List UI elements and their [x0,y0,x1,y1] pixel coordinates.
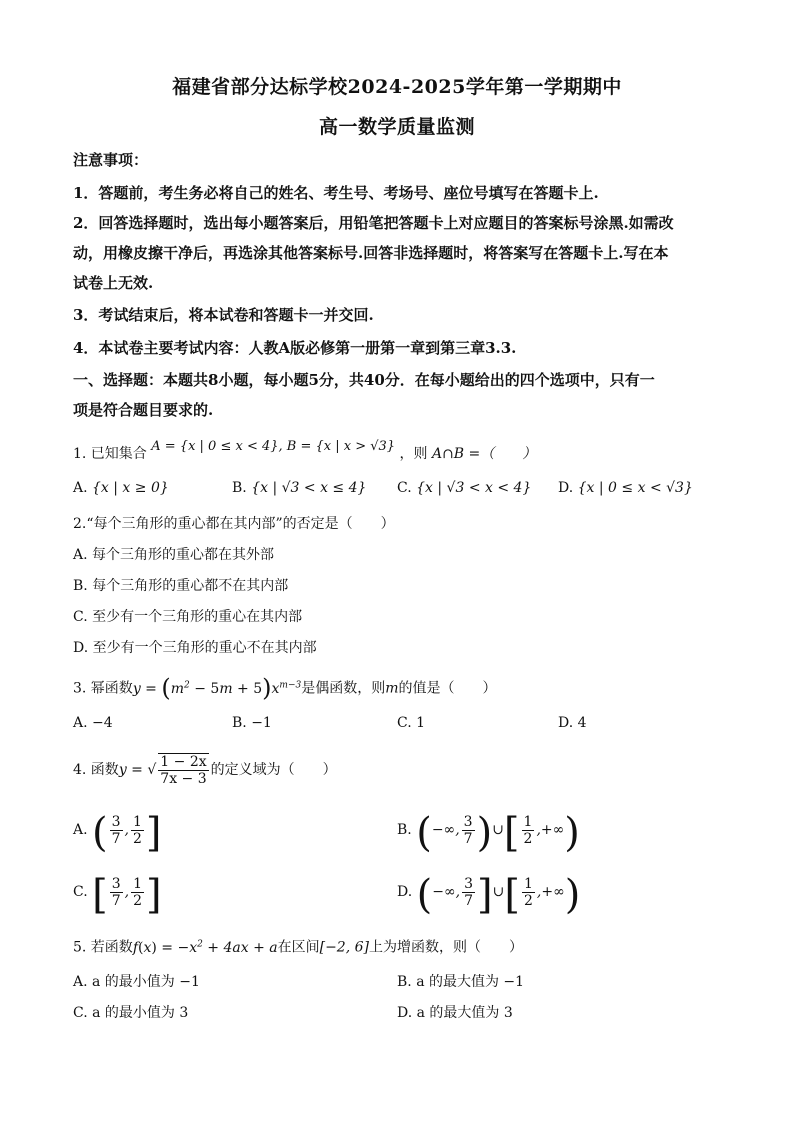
question-3-prefix: 3. 幂函数 [73,680,133,697]
question-4-option-d: D. (−∞, $\frac{3}{7}$ ]∪[ $\frac{1}{2}$ ,+∞) [397,872,581,918]
exam-subtitle: 高一数学质量监测 [318,116,475,138]
question-4-prefix: 4. 函数 [73,762,119,778]
question-1-prefix: 1. 已知集合 [73,446,147,462]
question-1-sets: A = {x | 0 ≤ x < 4}, B = {x | x > √3} [151,439,396,454]
question-4-formula: y = √ $\frac{1 - 2x}{7x - 3}$ [118,754,207,787]
notice-item-1: 1．答题前，考生务必将自己的姓名、考生号、考场号、座位号填写在答题卡上. [73,184,599,202]
question-2-option-d: D. 至少有一个三角形的重心不在其内部 [73,640,317,656]
question-3-ask: 的值是（ ） [398,680,497,697]
section-heading-line-1: 一、选择题：本题共8小题，每小题5分，共40分．在每小题给出的四个选项中，只有一 [73,371,655,389]
question-5-interval: [−2, 6] [319,939,369,956]
question-1-option-b: B. {x | √3 < x ≤ 4} [232,480,367,496]
question-5-option-a: A. a 的最小值为 −1 [73,974,200,990]
notice-item-2-line-3: 试卷上无效. [73,274,154,292]
question-3-formula: $y = (m^2 - 5m + 5)x^{m-3}$ [132,673,302,702]
question-1-option-a: A. {x | x ≥ 0} [73,480,169,496]
question-3-option-d: D. 4 [558,715,587,731]
question-3-option-c: C. 1 [397,715,426,731]
question-5-option-c: C. a 的最小值为 3 [73,1005,189,1021]
question-5-option-b: B. a 的最大值为 −1 [397,974,525,990]
question-2-option-c: C. 至少有一个三角形的重心在其内部 [73,609,303,625]
question-3-suffix: 是偶函数，则 [301,680,386,697]
question-1-ask: A∩B =（ ） [431,446,537,462]
question-5-suffix: 上为增函数，则（ ） [368,939,523,956]
question-5-mid: 在区间 [277,939,320,956]
question-3-option-a: A. −4 [73,715,113,731]
question-4 [73,750,337,790]
exam-title: 福建省部分达标学校2024-2025学年第一学期期中 [172,76,622,98]
question-5-prefix: 5. 若函数 [73,939,133,956]
question-4-option-a: A. ( $\frac{3}{7}$ , $\frac{1}{2}$ ] [73,810,162,856]
notice-item-3: 3．考试结束后，将本试卷和答题卡一并交回. [73,306,374,324]
notice-item-2-line-1: 2．回答选择题时，选出每小题答案后，用铅笔把答题卡上对应题目的答案标号涂黑.如需改 [73,214,674,232]
question-1-option-c: C. {x | √3 < x < 4} [397,480,532,496]
notice-item-4: 4．本试卷主要考试内容：人教A版必修第一册第一章到第三章3.3. [73,339,517,357]
question-4-option-b: B. (−∞, $\frac{3}{7}$ )∪[ $\frac{1}{2}$ ,+∞) [397,810,580,856]
question-1-suffix: ，则 [399,446,428,462]
question-1 [73,439,537,465]
question-5-option-d: D. a 的最大值为 3 [397,1005,513,1021]
section-heading-line-2: 项是符合题目要求的. [73,401,214,419]
question-2-option-b: B. 每个三角形的重心都不在其内部 [73,578,289,594]
question-3 [73,673,497,702]
question-4-suffix: 的定义域为（ ） [210,762,337,778]
question-5 [73,934,523,958]
question-4-option-c: C. [ $\frac{3}{7}$ , $\frac{1}{2}$ ] [73,872,162,918]
notice-item-2-line-2: 动，用橡皮擦干净后，再选涂其他答案标号.回答非选择题时，将答案写在答题卡上.写在本 [73,244,669,262]
question-3-var: m [385,680,399,697]
question-1-option-d: D. {x | 0 ≤ x < √3} [558,480,693,496]
notice-heading: 注意事项： [73,151,149,169]
question-3-option-b: B. −1 [232,715,272,731]
question-2-option-a: A. 每个三角形的重心都在其外部 [73,547,275,563]
question-5-formula: $f(x) = -x^2 + 4ax + a$ [132,939,278,956]
question-2: 2.“每个三角形的重心都在其内部”的否定是（ ） [73,516,395,532]
